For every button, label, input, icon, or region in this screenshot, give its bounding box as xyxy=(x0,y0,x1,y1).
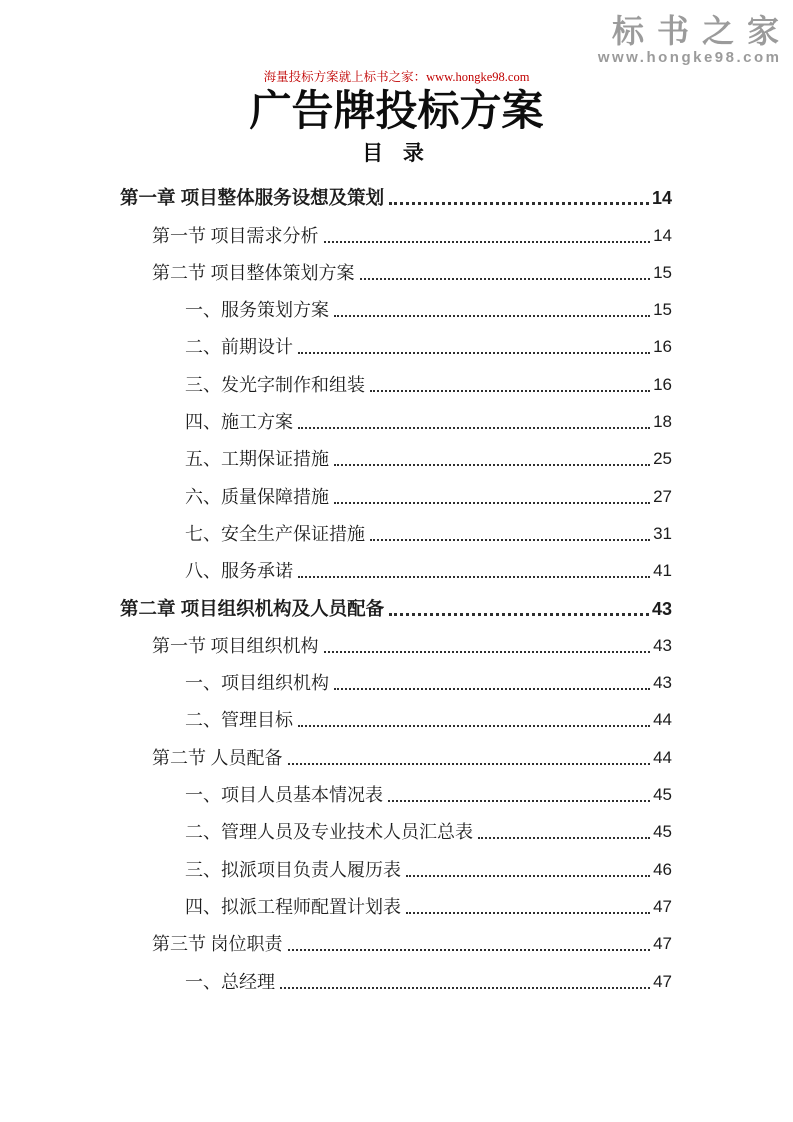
toc-entry-page: 45 xyxy=(653,785,672,805)
toc-entry[interactable] xyxy=(120,180,672,217)
toc-entry-page: 15 xyxy=(653,300,672,320)
toc-entry-label: 二、管理人员及专业技术人员汇总表 xyxy=(185,822,473,843)
toc-entry-label: 二、管理目标 xyxy=(185,710,293,731)
toc-entry[interactable] xyxy=(120,851,672,888)
toc-entry-label: 第三节 岗位职责 xyxy=(152,934,283,955)
toc-entry-page: 41 xyxy=(653,561,672,581)
toc-entry-page: 43 xyxy=(651,598,672,619)
toc-entry-label: 四、拟派工程师配置计划表 xyxy=(185,896,401,917)
toc-entry-label: 第一章 项目整体服务设想及策划 xyxy=(120,187,385,209)
toc-entry[interactable] xyxy=(120,441,672,478)
toc-dot-leader xyxy=(298,352,650,354)
toc-entry[interactable] xyxy=(120,516,672,553)
toc-entry[interactable] xyxy=(120,553,672,590)
site-logo xyxy=(597,13,792,66)
toc-dot-leader xyxy=(389,202,649,205)
toc-entry[interactable] xyxy=(120,329,672,366)
toc-entry[interactable] xyxy=(120,292,672,329)
toc-entry-page: 14 xyxy=(651,188,672,209)
toc-entry-label: 三、发光字制作和组装 xyxy=(185,374,365,395)
toc-entry[interactable] xyxy=(120,590,672,627)
toc-entry-label: 第一节 项目组织机构 xyxy=(152,635,319,656)
toc-entry-label: 第二章 项目组织机构及人员配备 xyxy=(120,597,385,619)
toc-dot-leader xyxy=(288,949,651,951)
toc-dot-leader xyxy=(388,800,650,802)
toc-entry[interactable] xyxy=(120,702,672,739)
toc-entry-label: 七、安全生产保证措施 xyxy=(185,523,365,544)
toc-entry[interactable] xyxy=(120,628,672,665)
toc-entry-label: 第一节 项目需求分析 xyxy=(152,225,319,246)
toc-entry[interactable] xyxy=(120,777,672,814)
toc-dot-leader xyxy=(334,315,650,317)
toc-entry-page: 14 xyxy=(653,225,672,245)
toc-dot-leader xyxy=(298,725,650,727)
toc-entry-page: 47 xyxy=(653,896,672,916)
toc-dot-leader xyxy=(280,987,650,989)
toc-entry[interactable] xyxy=(120,255,672,292)
toc-entry-page: 27 xyxy=(653,486,672,506)
toc-entry-page: 25 xyxy=(653,449,672,469)
toc-entry[interactable] xyxy=(120,814,672,851)
toc-entry[interactable] xyxy=(120,478,672,515)
site-logo-text: 标书之家 xyxy=(611,13,792,49)
toc-dot-leader xyxy=(478,837,650,839)
toc-entry-label: 六、质量保障措施 xyxy=(185,486,329,507)
toc-entry-page: 46 xyxy=(653,859,672,879)
toc-dot-leader xyxy=(334,464,650,466)
toc-entry-label: 第二节 人员配备 xyxy=(152,747,283,768)
toc-entry-page: 44 xyxy=(653,747,672,767)
toc-entry-label: 二、前期设计 xyxy=(185,337,293,358)
toc-entry-page: 18 xyxy=(653,412,672,432)
toc-dot-leader xyxy=(324,241,651,243)
toc-dot-leader xyxy=(334,502,650,504)
toc-entry-page: 16 xyxy=(653,374,672,394)
toc-dot-leader xyxy=(324,651,651,653)
toc-heading: 目 录 xyxy=(362,142,431,165)
toc-entry-page: 16 xyxy=(653,337,672,357)
toc-entry[interactable] xyxy=(120,739,672,776)
toc-dot-leader xyxy=(298,427,650,429)
toc-list xyxy=(120,180,672,1001)
toc-entry-label: 第二节 项目整体策划方案 xyxy=(152,262,355,283)
toc-dot-leader xyxy=(288,763,651,765)
toc-entry[interactable] xyxy=(120,217,672,254)
toc-entry[interactable] xyxy=(120,665,672,702)
toc-entry-label: 一、总经理 xyxy=(185,971,275,992)
toc-entry[interactable] xyxy=(120,926,672,963)
toc-dot-leader xyxy=(360,278,651,280)
toc-dot-leader xyxy=(389,613,649,616)
toc-entry[interactable] xyxy=(120,404,672,441)
toc-dot-leader xyxy=(406,875,650,877)
toc-entry-page: 31 xyxy=(653,523,672,543)
toc-entry-page: 47 xyxy=(653,934,672,954)
toc-entry-page: 44 xyxy=(653,710,672,730)
toc-entry[interactable] xyxy=(120,366,672,403)
toc-entry-label: 八、服务承诺 xyxy=(185,561,293,582)
toc-entry-page: 45 xyxy=(653,822,672,842)
toc-entry-label: 三、拟派项目负责人履历表 xyxy=(185,859,401,880)
promo-tagline: 海量投标方案就上标书之家：www.hongke98.com xyxy=(263,70,530,84)
toc-entry[interactable] xyxy=(120,889,672,926)
toc-dot-leader xyxy=(370,539,650,541)
toc-entry-label: 五、工期保证措施 xyxy=(185,449,329,470)
toc-dot-leader xyxy=(406,912,650,914)
document-title: 广告牌投标方案 xyxy=(249,87,544,134)
toc-entry-label: 四、施工方案 xyxy=(185,412,293,433)
site-logo-url: www.hongke98.com xyxy=(597,49,782,66)
toc-entry-label: 一、服务策划方案 xyxy=(185,300,329,321)
toc-entry-page: 43 xyxy=(653,673,672,693)
toc-entry-page: 15 xyxy=(653,262,672,282)
toc-entry-label: 一、项目组织机构 xyxy=(185,673,329,694)
toc-entry-page: 47 xyxy=(653,971,672,991)
toc-entry-label: 一、项目人员基本情况表 xyxy=(185,785,383,806)
toc-dot-leader xyxy=(298,576,650,578)
toc-entry-page: 43 xyxy=(653,635,672,655)
toc-entry[interactable] xyxy=(120,963,672,1000)
toc-dot-leader xyxy=(334,688,650,690)
toc-dot-leader xyxy=(370,390,650,392)
